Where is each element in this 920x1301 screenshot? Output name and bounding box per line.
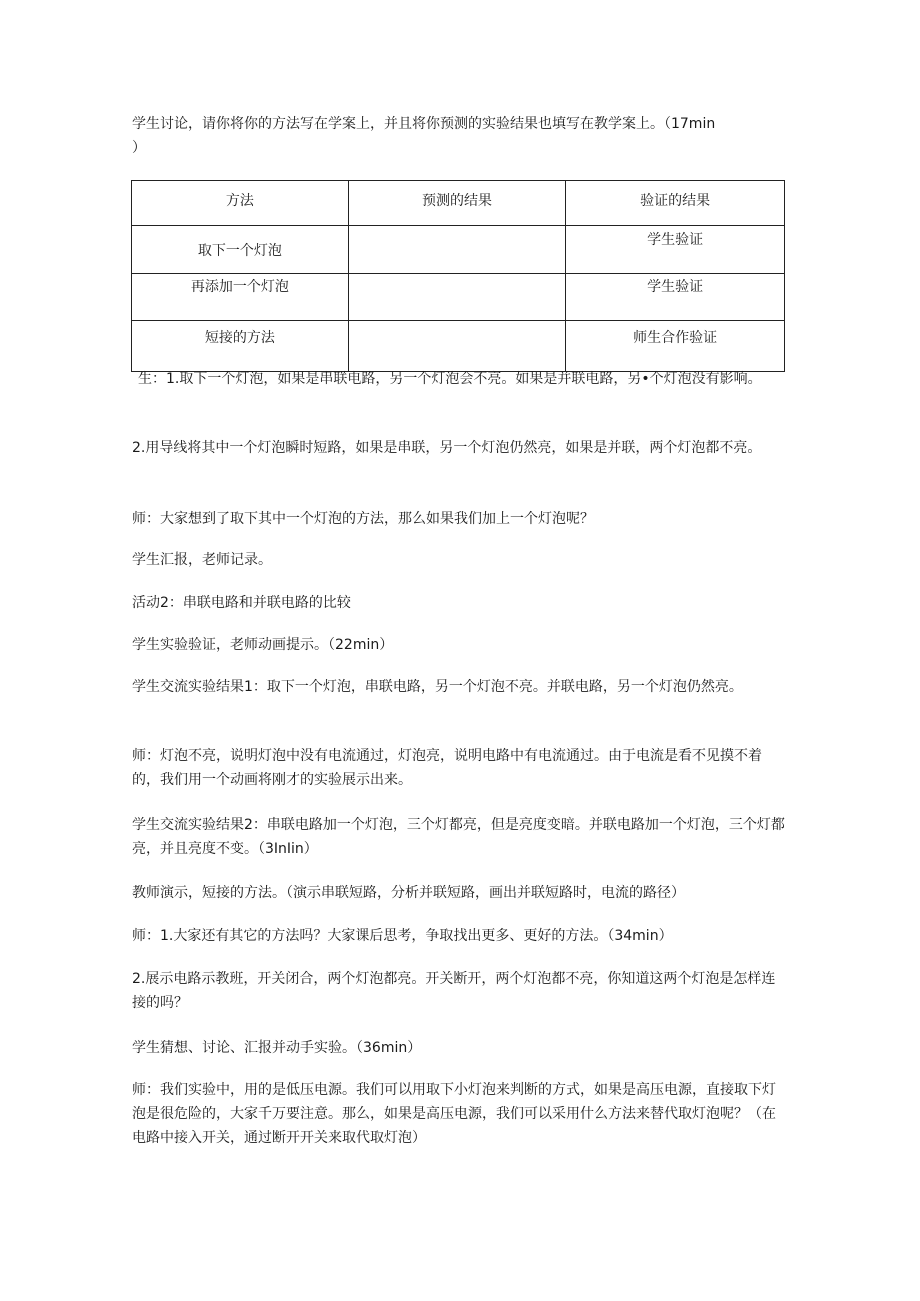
method-cell: 再添加一个灯泡 [132,274,349,321]
table-header-row [132,181,785,226]
student-answer-2: 2.用导线将其中一个灯泡瞬时短路，如果是串联，另一个灯泡仍然亮，如果是并联，两个灯泡都不亮。 [132,440,762,456]
method-cell: 取下一个灯泡 [132,226,349,274]
student-report: 学生汇报，老师记录。 [132,552,272,568]
verified-cell: 学生验证 [566,226,785,274]
intro-line-1: 学生讨论，请你将你的方法写在学案上，并且将你预测的实验结果也填写在教学案上。（17min [132,116,716,132]
teacher-prompt-1: 师：1.大家还有其它的方法吗？大家课后思考，争取找出更多、更好的方法。（34min） [132,928,673,944]
teacher-explanation: 师：灯泡不亮，说明灯泡中没有电流通过，灯泡亮，说明电路中有电流通过。由于电流是看不见摸不着的，我们用一个动画将刚才的实验展示出来。 [132,748,762,788]
student-guess: 学生猜想、讨论、汇报并动手实验。（36min） [132,1040,422,1056]
predicted-cell [348,274,566,321]
experiment-result-1: 学生交流实验结果1：取下一个灯泡，串联电路，另一个灯泡不亮。并联电路，另一个灯泡仍然亮。 [132,679,743,695]
teacher-question: 师：大家想到了取下其中一个灯泡的方法，那么如果我们加上一个灯泡呢？ [132,511,594,527]
header-method: 方法 [132,181,349,226]
student-experiment: 学生实验验证，老师动画提示。（22min） [132,637,394,653]
header-verified-result: 验证的结果 [566,181,785,226]
intro-line-2: ） [132,140,146,156]
experiment-result-2: 学生交流实验结果2：串联电路加一个灯泡，三个灯都亮，但是亮度变暗。并联电路加一个灯泡，三个灯都亮，并且亮度不变。（3InIin） [132,817,785,857]
predicted-cell [348,321,566,372]
teacher-prompt-2: 2.展示电路示教班，开关闭合，两个灯泡都亮。开关断开，两个灯泡都不亮，你知道这两个灯泡是怎样连接的吗？ [132,971,776,1011]
verified-cell: 师生合作验证 [566,321,785,372]
teacher-safety-note: 师：我们实验中，用的是低压电源。我们可以用取下小灯泡来判断的方式，如果是高压电源，直接取下灯泡是很危险的，大家千万要注意。那么，如果是高压电源，我们可以采用什么方法来替代取灯泡呢？（在电路中接入开关，通过断开开关来取代取灯泡） [132,1082,776,1146]
table-row [132,321,785,372]
table-row [132,274,785,321]
header-predicted-result: 预测的结果 [348,181,566,226]
method-cell: 短接的方法 [132,321,349,372]
experiment-results-table [131,180,785,372]
table-row [132,226,785,274]
verified-cell: 学生验证 [566,274,785,321]
intro-paragraph [132,112,788,160]
predicted-cell [348,226,566,274]
activity-2-heading: 活动2：串联电路和并联电路的比较 [132,595,351,611]
student-answer-1: 生：1.取下一个灯泡，如果是串联电路，另一个灯泡会不亮。如果是并联电路，另•个灯泡没有影响。 [138,371,762,387]
teacher-demo: 教师演示，短接的方法。（演示串联短路，分析并联短路，画出并联短路时，电流的路径） [132,885,685,901]
